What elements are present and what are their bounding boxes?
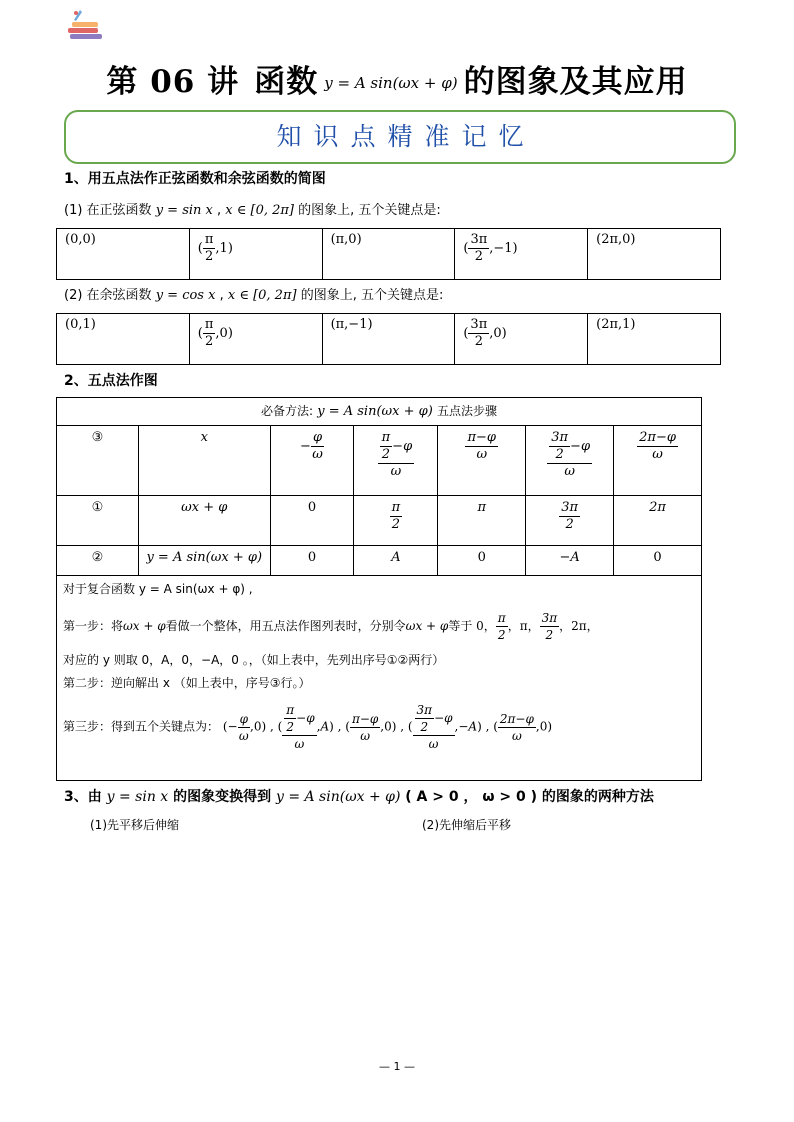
x-value: $\frac{3\pi}{2}$ −φ ω: [526, 426, 614, 496]
phase-value: 0: [270, 496, 354, 546]
sin-point: ( $\frac{3\pi}{2}$ ,−1): [455, 229, 588, 280]
page-number: — 1 —: [379, 1060, 415, 1073]
cos-intro: (2) 在余弦函数 y = cos x , x ∈ [0, 2π] 的图象上, 五个关键点是:: [64, 288, 444, 303]
x-value: $\frac{\pi}{2}$ −φ ω: [354, 426, 438, 496]
logo: [66, 8, 106, 42]
sin-point: (π,0): [322, 229, 455, 280]
note-step-1: 第一步：将ωx + φ看做一个整体，用五点法作图列表时，分别令ωx + φ等于 0， $\frac{\pi}{2}$ ，π， $\frac{3\pi}{2}$ ，2π，: [63, 611, 599, 643]
phase-value: $\frac{\pi}{2}$: [354, 496, 438, 546]
section-2-heading: 2、五点法作图: [64, 373, 158, 389]
note-line-1: 对于复合函数 y = A sin(ωx + φ) ,: [63, 582, 253, 596]
sin-point: (2π,0): [588, 229, 721, 280]
sin-key-points-table: [56, 228, 721, 280]
x-value: − $\frac{\varphi}{\omega}$: [270, 426, 354, 496]
page-title: 第 06 讲 函数 y = A sin(ωx + φ) 的图象及其应用: [106, 64, 688, 100]
steps-notes: [57, 576, 702, 781]
row-var: x: [138, 426, 270, 496]
cos-point: ( $\frac{\pi}{2}$ ,0): [189, 314, 322, 365]
cos-point: ( $\frac{3\pi}{2}$ ,0): [455, 314, 588, 365]
cos-point: (2π,1): [588, 314, 721, 365]
five-point-table: [56, 397, 702, 781]
y-value: 0: [270, 546, 354, 576]
phase-value: π: [438, 496, 526, 546]
sin-point: ( $\frac{\pi}{2}$ ,1): [189, 229, 322, 280]
y-value: −A: [526, 546, 614, 576]
method-1: (1)先平移后伸缩: [90, 818, 179, 832]
note-step-2: 第二步：逆向解出 x （如上表中，序号③行。）: [63, 675, 311, 690]
section-1-heading: 1、用五点法作正弦函数和余弦函数的简图: [64, 171, 326, 187]
sin-point: (0,0): [57, 229, 190, 280]
row-var: y = A sin(ωx + φ): [138, 546, 270, 576]
row-label: ②: [57, 546, 139, 576]
cos-point: (π,−1): [322, 314, 455, 365]
note-line-3: 对应的 y 则取 0，A，0，−A，0 。，（如上表中，先列出序号①②两行）: [63, 653, 445, 668]
x-value: $\frac{\pi-\varphi}{\omega}$: [438, 426, 526, 496]
row-label: ①: [57, 496, 139, 546]
phase-value: $\frac{3\pi}{2}$: [526, 496, 614, 546]
method-2: (2)先伸缩后平移: [422, 818, 511, 832]
phase-value: 2π: [614, 496, 702, 546]
sin-intro: (1) 在正弦函数 y = sin x , x ∈ [0, 2π] 的图象上, 五个关键点是:: [64, 203, 441, 218]
row-label: ③: [57, 426, 139, 496]
section-banner: 知识点精准记忆: [64, 110, 736, 164]
row-var: ωx + φ: [138, 496, 270, 546]
section-3-heading: 3、由 y = sin x 的图象变换得到 y = A sin(ωx + φ) ( A > 0 ， ω > 0 ) 的图象的两种方法: [64, 789, 654, 805]
x-value: $\frac{2\pi-\varphi}{\omega}$: [614, 426, 702, 496]
y-value: 0: [438, 546, 526, 576]
cos-key-points-table: [56, 313, 721, 365]
y-value: A: [354, 546, 438, 576]
cos-point: (0,1): [57, 314, 190, 365]
title-formula: y = A sin(ωx + φ): [324, 74, 458, 92]
table-title: 必备方法: y = A sin(ωx + φ) 五点法步骤: [57, 398, 702, 426]
y-value: 0: [614, 546, 702, 576]
note-step-3: 第三步：得到五个关键点为： (− $\frac{\varphi}{\omega}$ ,0) , ( $\frac{\pi}{2}$ −φ ω ,A) , ( $\frac{\pi-\varphi}{\omega}$ ,0) , ( $\frac{3\pi}{2}$ −φ ω ,−A) , ( $\frac{2\pi-\varphi}{\omega}$ ,0): [63, 703, 553, 752]
